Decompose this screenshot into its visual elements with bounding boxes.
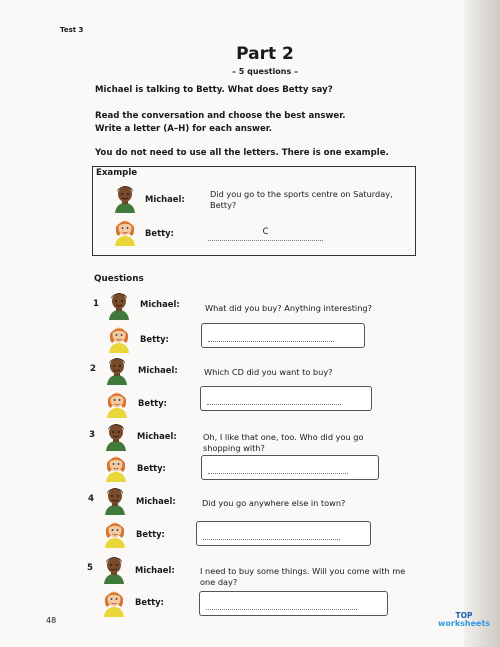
girl-avatar-icon xyxy=(106,323,132,353)
girl-avatar-icon xyxy=(101,587,127,617)
answer-box-1[interactable] xyxy=(201,323,365,348)
michael-name: Michael: xyxy=(136,496,176,506)
boy-avatar-icon xyxy=(102,485,128,515)
question-number: 2 xyxy=(90,364,96,374)
question-number: 4 xyxy=(88,494,94,504)
boy-avatar-icon xyxy=(104,355,130,385)
michael-name: Michael: xyxy=(140,299,180,309)
michael-question-text: What did you buy? Anything interesting? xyxy=(205,303,372,313)
michael-question-text: Oh, I like that one, too. Who did you go shopping with? xyxy=(203,432,364,453)
example-box xyxy=(92,166,416,256)
answer-dotted-line xyxy=(203,539,340,540)
example-label: Example xyxy=(96,168,138,178)
intro-text: Michael is talking to Betty. What does Betty say? xyxy=(95,85,333,95)
example-michael-name: Michael: xyxy=(145,194,185,204)
page-edge-shadow xyxy=(464,0,500,647)
example-betty-name: Betty: xyxy=(145,228,174,238)
answer-box-3[interactable] xyxy=(201,455,379,480)
instruction-line-3: You do not need to use all the letters. There is one example. xyxy=(95,148,389,158)
instruction-line-1: Read the conversation and choose the best answer. xyxy=(95,111,346,121)
page-number: 48 xyxy=(46,616,57,625)
michael-name: Michael: xyxy=(138,365,178,375)
example-michael-text: Did you go to the sports centre on Saturday, Betty? xyxy=(210,189,393,210)
michael-name: Michael: xyxy=(137,431,177,441)
boy-avatar-icon xyxy=(101,554,127,584)
boy-avatar-icon xyxy=(112,183,138,213)
girl-avatar-icon xyxy=(103,452,129,482)
betty-name: Betty: xyxy=(135,597,164,607)
question-number: 1 xyxy=(93,299,99,309)
answer-box-4[interactable] xyxy=(196,521,371,546)
girl-avatar-icon xyxy=(104,388,130,418)
page-title: Part 2 xyxy=(236,44,294,64)
boy-avatar-icon xyxy=(106,290,132,320)
test-label: Test 3 xyxy=(60,26,84,34)
answer-box-2[interactable] xyxy=(200,386,372,411)
instruction-line-2: Write a letter (A–H) for each answer. xyxy=(95,124,273,134)
questions-label: Questions xyxy=(94,274,144,284)
question-number: 3 xyxy=(89,430,95,440)
answer-dotted-line xyxy=(207,404,341,405)
michael-question-text: Which CD did you want to buy? xyxy=(204,367,333,377)
brand-bottom: worksheets xyxy=(438,619,491,628)
question-number: 5 xyxy=(87,563,93,573)
betty-name: Betty: xyxy=(136,529,165,539)
example-answer: C xyxy=(262,226,269,236)
girl-avatar-icon xyxy=(112,216,138,246)
answer-dotted-line xyxy=(208,341,334,342)
boy-avatar-icon xyxy=(103,421,129,451)
answer-box-5[interactable] xyxy=(199,591,388,616)
michael-question-text: Did you go anywhere else in town? xyxy=(202,498,346,508)
brand-logo xyxy=(438,612,490,628)
betty-name: Betty: xyxy=(137,463,166,473)
page-subtitle: – 5 questions – xyxy=(231,67,299,76)
betty-name: Betty: xyxy=(138,398,167,408)
girl-avatar-icon xyxy=(102,518,128,548)
brand-top: TOP xyxy=(455,611,473,620)
betty-name: Betty: xyxy=(140,334,169,344)
answer-dotted-line xyxy=(206,609,357,610)
michael-question-text: I need to buy some things. Will you come with me one day? xyxy=(200,566,406,587)
answer-dotted-line xyxy=(208,473,348,474)
michael-name: Michael: xyxy=(135,565,175,575)
example-answer-line xyxy=(208,240,323,241)
